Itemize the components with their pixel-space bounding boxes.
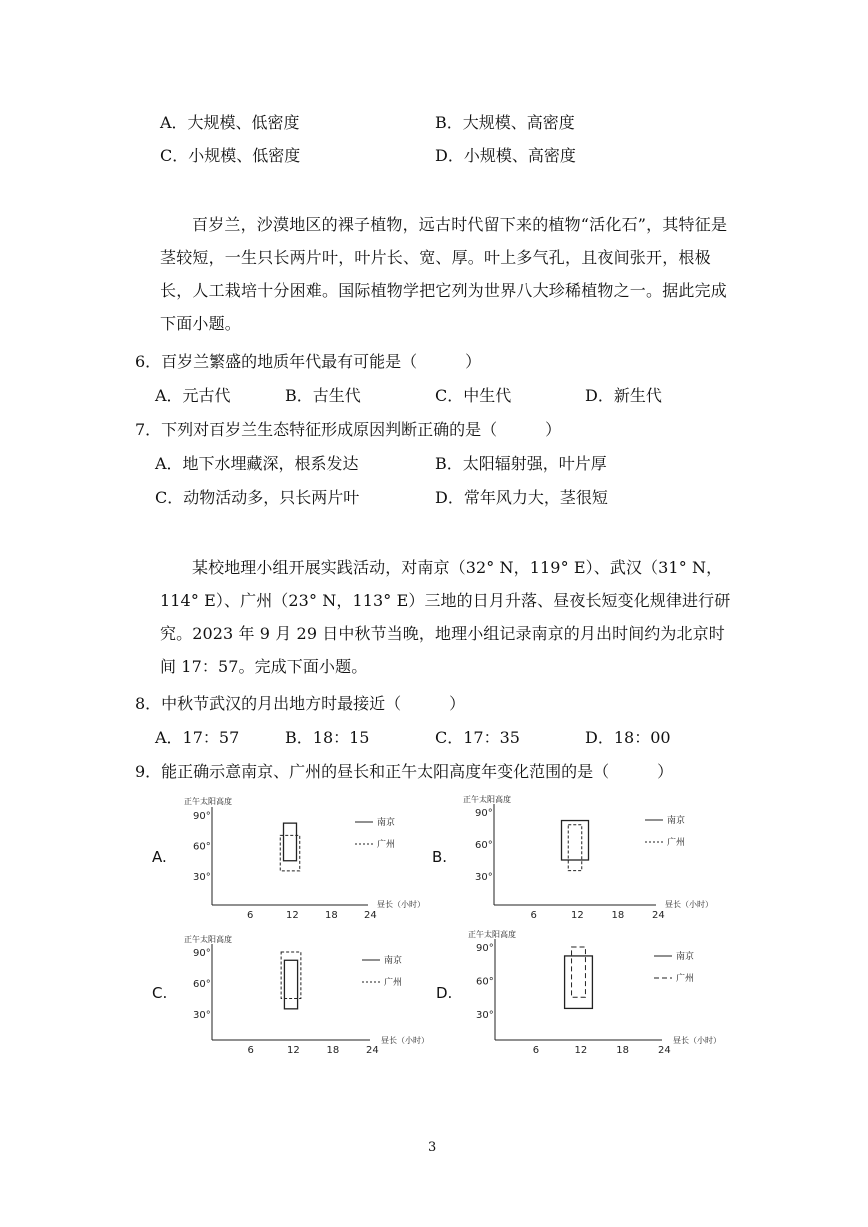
chart-d-option-label: D. (436, 984, 453, 1002)
chart-a-y-tick: 30° (193, 872, 211, 883)
q8-stem: 8．中秋节武汉的月出地方时最接近（ ） (135, 694, 466, 713)
chart-d-y-tick: 30° (476, 1010, 494, 1021)
chart-d-x-tick: 6 (532, 1045, 540, 1056)
q5-option-b: B．大规模、高密度 (435, 113, 575, 132)
chart-c-x-tick: 24 (366, 1045, 379, 1056)
chart-d-x-tick: 12 (574, 1045, 588, 1056)
chart-a-option-label: A. (152, 848, 167, 866)
chart-c-y-tick: 30° (193, 1010, 211, 1021)
chart-b-x-tick: 18 (611, 910, 625, 921)
q5-option-d: D．小规模、高密度 (435, 146, 576, 165)
chart-a-x-label: 昼长（小时） (377, 900, 425, 909)
chart-b-y-label: 正午太阳高度 (463, 795, 511, 804)
q5-option-c: C．小规模、低密度 (160, 146, 301, 165)
chart-c-x-label: 昼长（小时） (381, 1036, 429, 1045)
chart-a-series-guangzhou (280, 835, 300, 871)
chart-c-legend-label-1: 南京 (384, 956, 403, 966)
chart-a-legend-label-2: 广州 (377, 840, 396, 850)
chart-c-y-tick: 90° (193, 948, 211, 959)
chart-a-x-tick: 24 (364, 910, 377, 921)
chart-d-legend-label-2: 广州 (676, 974, 695, 984)
chart-b-x-tick: 24 (652, 910, 665, 921)
q8-option-d: D．18：00 (585, 728, 671, 747)
chart-c-legend-label-2: 广州 (384, 978, 403, 988)
passage-moonrise: 某校地理小组开展实践活动，对南京（32° N，119° E）、武汉（31° N，114° E）、广州（23° N，113° E）三地的日月升落、昼夜长短变化规律进行研究。2023 年 9 月 29 日中秋节当晚，地理小组记录南京的月出时间约为北京时间 17：57。完成下面小题。 (160, 558, 731, 676)
chart-b-x-tick: 12 (571, 910, 584, 921)
q8-option-a: A．17：57 (155, 728, 240, 747)
page-number: 3 (428, 1140, 437, 1155)
chart-c-x-tick: 18 (326, 1045, 340, 1056)
chart-b-option-label: B. (432, 848, 448, 866)
chart-a-y-tick: 90° (193, 811, 211, 822)
chart-b-y-tick: 30° (475, 872, 493, 883)
chart-b-legend-label-2: 广州 (667, 838, 686, 848)
q7-stem: 7．下列对百岁兰生态特征形成原因判断正确的是（ ） (135, 420, 562, 439)
chart-a-legend-label-1: 南京 (377, 818, 396, 828)
chart-c-series-guangzhou (281, 952, 301, 999)
q7-option-b: B．太阳辐射强，叶片厚 (435, 454, 607, 473)
chart-d-y-tick: 60° (476, 976, 494, 988)
chart-a-y-label: 正午太阳高度 (184, 797, 232, 806)
chart-a-x-tick: 6 (247, 910, 254, 921)
chart-c-series-nanjing (284, 960, 297, 1009)
chart-b-legend-label-1: 南京 (667, 816, 686, 826)
chart-d-legend-label-1: 南京 (676, 952, 695, 962)
chart-d-y-label: 正午太阳高度 (468, 930, 516, 939)
chart-b-x-tick: 6 (530, 910, 537, 921)
q7-option-c: C．动物活动多，只长两片叶 (155, 488, 360, 507)
chart-a-x-tick: 12 (286, 910, 299, 921)
chart-b-series-guangzhou (568, 825, 582, 871)
chart-d-x-label: 昼长（小时） (673, 1036, 721, 1045)
chart-d-x-tick: 24 (658, 1045, 671, 1056)
chart-b-y-tick: 90° (475, 808, 493, 819)
chart-c-y-label: 正午太阳高度 (184, 935, 232, 944)
chart-c-option-label: C. (152, 984, 168, 1002)
q7-option-d: D．常年风力大，茎很短 (435, 488, 608, 507)
q8-option-c: C．17：35 (435, 728, 520, 747)
chart-d-x-tick: 18 (616, 1045, 629, 1056)
chart-b-y-tick: 60° (475, 840, 493, 851)
q6-option-a: A．元古代 (155, 386, 231, 405)
q6-option-d: D．新生代 (585, 386, 662, 405)
chart-a-series-nanjing (284, 823, 297, 861)
chart-b-series-nanjing (562, 821, 589, 860)
q9-stem: 9．能正确示意南京、广州的昼长和正午太阳高度年变化范围的是（ ） (135, 762, 674, 781)
q6-option-b: B．古生代 (285, 386, 361, 405)
q5-option-a: A．大规模、低密度 (160, 113, 300, 132)
chart-a-y-tick: 60° (193, 841, 211, 853)
chart-b-x-label: 昼长（小时） (665, 900, 713, 909)
q6-option-c: C．中生代 (435, 386, 512, 405)
chart-d-series-nanjing (565, 956, 593, 1008)
chart-c-x-tick: 12 (287, 1045, 300, 1056)
chart-c-y-tick: 60° (193, 979, 211, 990)
chart-d-series-guangzhou (572, 947, 586, 997)
chart-a-x-tick: 18 (325, 910, 338, 921)
q6-stem: 6．百岁兰繁盛的地质年代最有可能是（ ） (135, 352, 482, 371)
q8-option-b: B．18：15 (285, 728, 370, 747)
passage-welwitschia: 百岁兰，沙漠地区的裸子植物，远古时代留下来的植物“活化石”，其特征是茎较短，一生只长两片叶，叶片长、宽、厚。叶上多气孔，且夜间张开，根极长，人工栽培十分困难。国际植物学把它列为世界八大珍稀植物之一。据此完成下面小题。 (160, 215, 728, 333)
chart-c-x-tick: 6 (247, 1045, 254, 1056)
chart-d-y-tick: 90° (476, 943, 494, 954)
q7-option-a: A．地下水埋藏深，根系发达 (155, 454, 359, 473)
